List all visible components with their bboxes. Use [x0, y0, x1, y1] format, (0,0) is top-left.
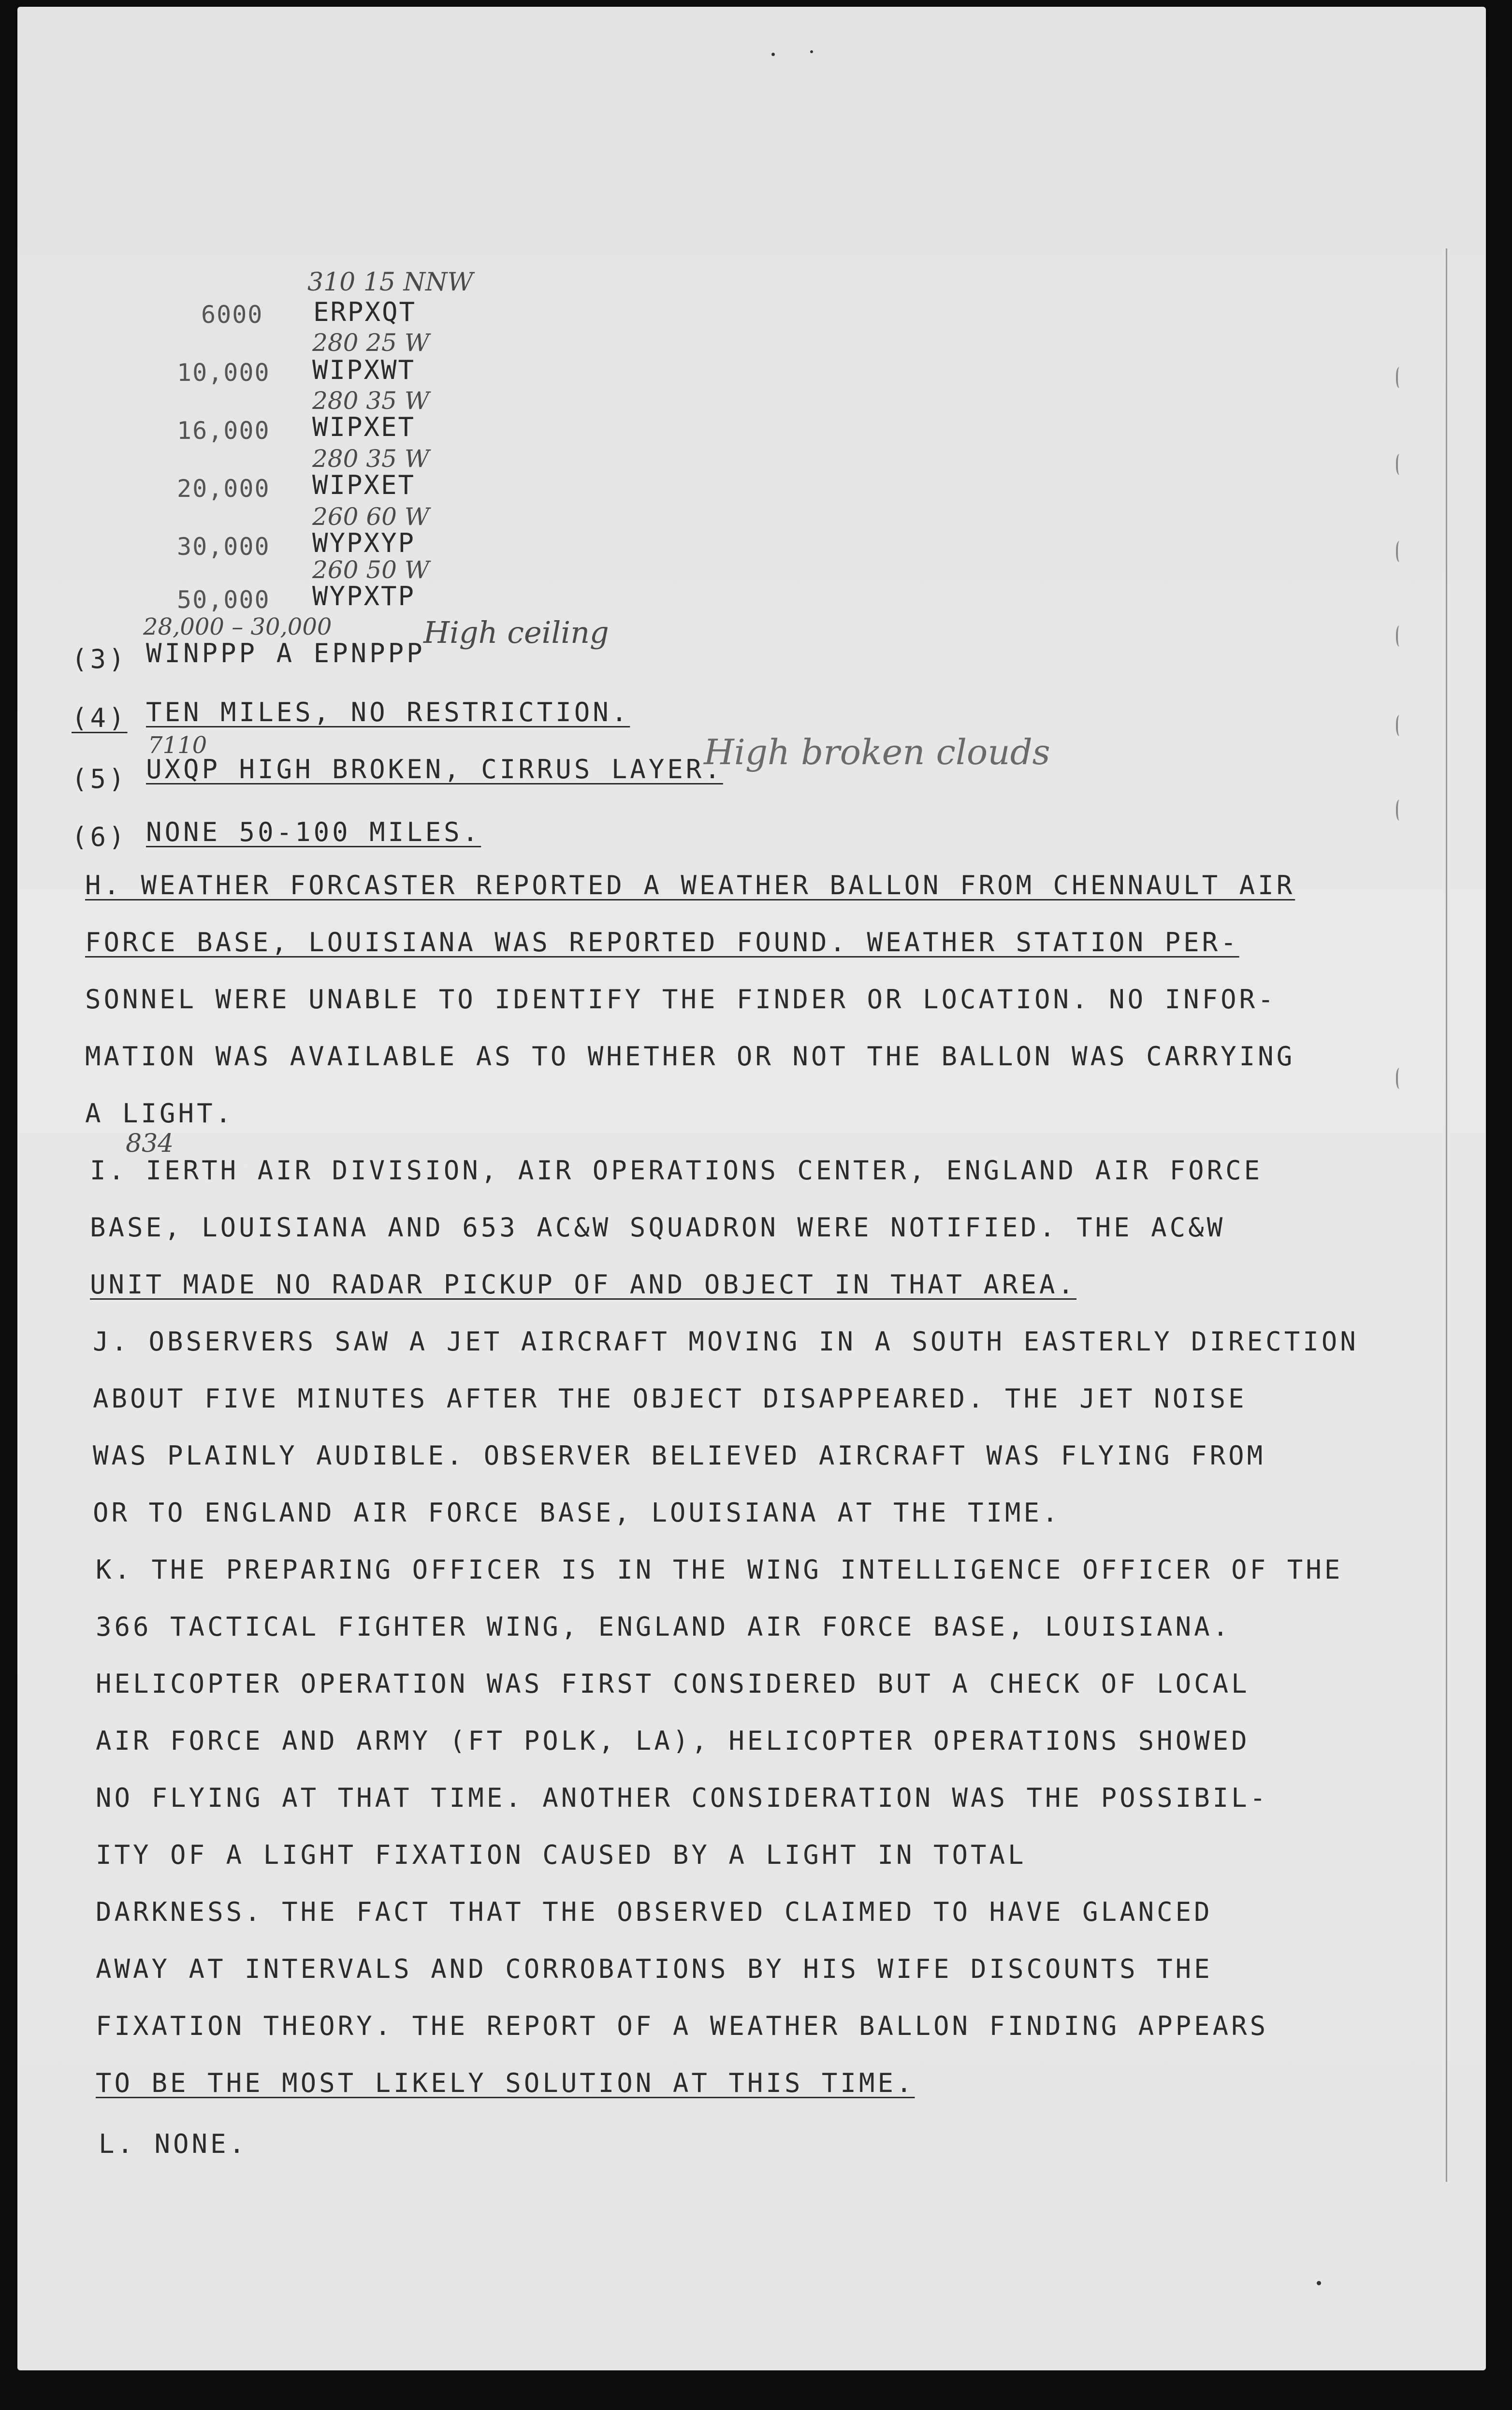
handwritten-wind-note: 260 60 W [312, 503, 430, 531]
paragraph-line: AIR FORCE AND ARMY (FT POLK, LA), HELICOPTER OPERATIONS SHOWED [96, 1726, 1250, 1756]
right-margin-rule [1446, 248, 1447, 2182]
handwritten-wind-note: 260 50 W [312, 556, 430, 584]
item-6-text: NONE 50-100 MILES. [146, 817, 481, 847]
wind-code: WIPXET [312, 470, 416, 500]
paragraph-line: NO FLYING AT THAT TIME. ANOTHER CONSIDERATION WAS THE POSSIBIL- [96, 1783, 1269, 1813]
paragraph-line: J. OBSERVERS SAW A JET AIRCRAFT MOVING IN A SOUTH EASTERLY DIRECTION [93, 1326, 1359, 1357]
handwritten-wind-note: 310 15 NNW [307, 268, 473, 297]
paragraph-line: 366 TACTICAL FIGHTER WING, ENGLAND AIR FORCE BASE, LOUISIANA. [96, 1612, 1232, 1642]
handwritten-annotation: 28,000 – 30,000 [143, 613, 332, 640]
altitude: 6000 [201, 301, 263, 329]
paragraph-line: A LIGHT. [85, 1098, 234, 1129]
paragraph-line: HELICOPTER OPERATION WAS FIRST CONSIDERED BUT A CHECK OF LOCAL [96, 1669, 1250, 1699]
paragraph-line: FORCE BASE, LOUISIANA WAS REPORTED FOUND. WEATHER STATION PER- [85, 927, 1239, 958]
altitude: 50,000 [177, 586, 270, 614]
document-page [17, 7, 1486, 2370]
handwritten-annotation: 7110 [148, 732, 207, 759]
item-number: (6) [72, 822, 128, 852]
paragraph-line: OR TO ENGLAND AIR FORCE BASE, LOUISIANA AT THE TIME. [93, 1497, 1061, 1528]
altitude: 20,000 [177, 475, 270, 503]
film-speck [771, 53, 775, 56]
wind-code: WIPXET [312, 412, 416, 442]
paragraph-line: AWAY AT INTERVALS AND CORROBATIONS BY HIS WIFE DISCOUNTS THE [96, 1954, 1213, 1984]
handwritten-annotation: High ceiling [423, 615, 609, 650]
margin-tick [1396, 799, 1405, 821]
film-speck [1317, 2281, 1321, 2285]
handwritten-wind-note: 280 25 W [312, 329, 430, 357]
handwritten-wind-note: 280 35 W [312, 387, 430, 415]
paragraph-line: I. IERTH AIR DIVISION, AIR OPERATIONS CENTER, ENGLAND AIR FORCE [90, 1155, 1263, 1186]
handwritten-wind-note: 280 35 W [312, 445, 430, 473]
paragraph-line: WAS PLAINLY AUDIBLE. OBSERVER BELIEVED AIRCRAFT WAS FLYING FROM [93, 1440, 1266, 1471]
margin-tick [1396, 367, 1405, 388]
margin-tick [1396, 1068, 1405, 1089]
wind-code: WYPXYP [312, 528, 416, 558]
section-l: L. NONE. [99, 2129, 248, 2159]
item-3-text: WINPPP A EPNPPP [146, 638, 425, 668]
paragraph-line: DARKNESS. THE FACT THAT THE OBSERVED CLAIMED TO HAVE GLANCED [96, 1897, 1213, 1927]
paragraph-line: FIXATION THEORY. THE REPORT OF A WEATHER BALLON FINDING APPEARS [96, 2011, 1269, 2041]
handwritten-annotation: 834 [126, 1129, 174, 1158]
wind-code: WYPXTP [312, 581, 416, 611]
item-number: (5) [72, 764, 128, 794]
paragraph-line: UNIT MADE NO RADAR PICKUP OF AND OBJECT IN THAT AREA. [90, 1269, 1077, 1300]
paragraph-line: SONNEL WERE UNABLE TO IDENTIFY THE FINDER OR LOCATION. NO INFOR- [85, 984, 1277, 1015]
item-5-text: UXQP HIGH BROKEN, CIRRUS LAYER. [146, 754, 723, 784]
paragraph-line: K. THE PREPARING OFFICER IS IN THE WING INTELLIGENCE OFFICER OF THE [96, 1554, 1343, 1585]
altitude: 10,000 [177, 359, 270, 387]
item-4-text: TEN MILES, NO RESTRICTION. [146, 697, 630, 727]
paragraph-line: TO BE THE MOST LIKELY SOLUTION AT THIS TIME. [96, 2068, 915, 2098]
paragraph-line: MATION WAS AVAILABLE AS TO WHETHER OR NOT THE BALLON WAS CARRYING [85, 1041, 1295, 1072]
paragraph-line: H. WEATHER FORCASTER REPORTED A WEATHER BALLON FROM CHENNAULT AIR [85, 870, 1295, 900]
item-number: (3) [72, 644, 128, 674]
margin-tick [1396, 625, 1405, 647]
item-number: (4) [72, 703, 128, 733]
wind-code: WIPXWT [312, 355, 416, 385]
altitude: 30,000 [177, 533, 270, 561]
film-speck [810, 50, 813, 53]
paragraph-line: ABOUT FIVE MINUTES AFTER THE OBJECT DISAPPEARED. THE JET NOISE [93, 1383, 1247, 1414]
handwritten-annotation: High broken clouds [704, 732, 1050, 772]
margin-tick [1396, 454, 1405, 475]
wind-code: ERPXQT [313, 297, 417, 327]
margin-tick [1396, 541, 1405, 562]
altitude: 16,000 [177, 417, 270, 445]
paragraph-line: BASE, LOUISIANA AND 653 AC&W SQUADRON WERE NOTIFIED. THE AC&W [90, 1212, 1226, 1243]
paragraph-line: ITY OF A LIGHT FIXATION CAUSED BY A LIGHT IN TOTAL [96, 1840, 1027, 1870]
margin-tick [1396, 715, 1405, 736]
